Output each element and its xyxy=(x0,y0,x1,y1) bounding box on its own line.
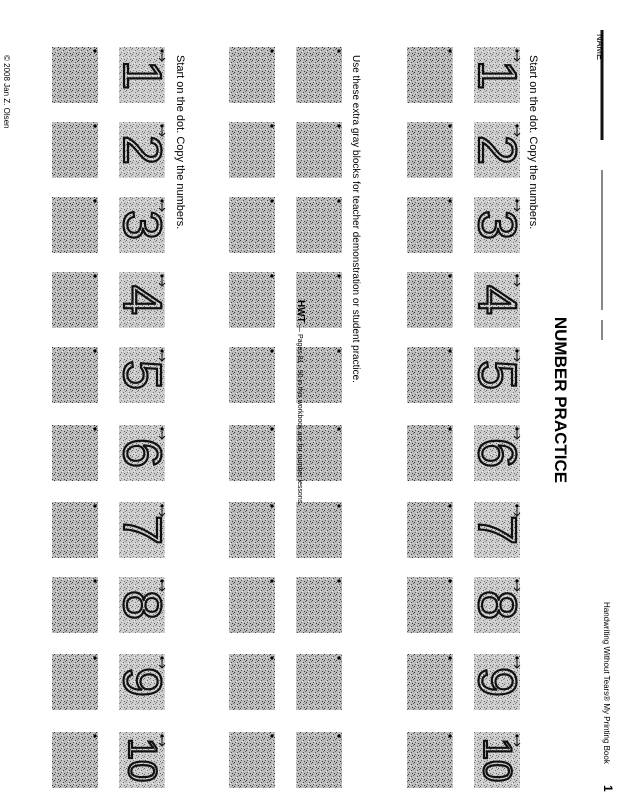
start-dot xyxy=(448,504,451,507)
practice-block[interactable] xyxy=(229,425,275,481)
start-dot xyxy=(270,349,273,352)
start-dot xyxy=(160,349,163,352)
start-dot xyxy=(515,274,518,277)
practice-block[interactable] xyxy=(52,654,98,710)
model-digit: 6 xyxy=(112,437,172,469)
start-dot xyxy=(337,199,340,202)
start-dot xyxy=(93,349,96,352)
start-dot xyxy=(337,504,340,507)
practice-block[interactable] xyxy=(52,502,98,558)
practice-block[interactable] xyxy=(52,47,98,103)
model-digit: 6 xyxy=(467,437,527,469)
start-dot xyxy=(337,349,340,352)
start-dot xyxy=(270,734,273,737)
start-dot xyxy=(93,124,96,127)
model-digit: 9 xyxy=(467,666,527,698)
practice-block[interactable] xyxy=(407,732,453,788)
start-dot xyxy=(270,274,273,277)
start-dot xyxy=(270,427,273,430)
instruction-start-copy-bottom: Start on the dot. Copy the numbers. xyxy=(174,55,186,230)
practice-block[interactable] xyxy=(296,654,342,710)
instruction-extra-blocks: Use these extra gray blocks for teacher demonstration or student practice. xyxy=(350,55,361,383)
model-digit: 3 xyxy=(467,209,527,241)
book-title: Handwriting Without Tears® My Printing Book xyxy=(602,602,611,764)
practice-block[interactable] xyxy=(229,502,275,558)
start-dot xyxy=(448,274,451,277)
model-digit: 3 xyxy=(112,209,172,241)
model-digit: 8 xyxy=(467,589,527,621)
start-dot xyxy=(160,124,163,127)
practice-block[interactable] xyxy=(229,732,275,788)
practice-block[interactable] xyxy=(229,577,275,633)
start-dot xyxy=(448,199,451,202)
start-dot xyxy=(270,504,273,507)
start-dot xyxy=(337,427,340,430)
practice-block[interactable] xyxy=(407,425,453,481)
practice-block[interactable] xyxy=(407,654,453,710)
model-digit: 7 xyxy=(112,514,172,546)
start-dot xyxy=(160,49,163,52)
practice-block[interactable] xyxy=(296,502,342,558)
practice-block[interactable] xyxy=(407,47,453,103)
practice-block[interactable] xyxy=(296,47,342,103)
start-dot xyxy=(93,579,96,582)
practice-block[interactable] xyxy=(296,577,342,633)
practice-block[interactable] xyxy=(407,502,453,558)
start-dot xyxy=(337,734,340,737)
practice-block[interactable] xyxy=(229,197,275,253)
practice-block[interactable] xyxy=(407,347,453,403)
start-dot xyxy=(160,656,163,659)
start-dot xyxy=(93,427,96,430)
start-dot xyxy=(448,656,451,659)
practice-block[interactable] xyxy=(296,732,342,788)
start-dot xyxy=(448,734,451,737)
start-dot xyxy=(337,124,340,127)
practice-block[interactable] xyxy=(296,197,342,253)
model-digit: 2 xyxy=(112,134,172,166)
practice-block[interactable] xyxy=(52,732,98,788)
practice-block[interactable] xyxy=(52,197,98,253)
start-dot xyxy=(448,427,451,430)
practice-block[interactable] xyxy=(296,122,342,178)
start-dot xyxy=(515,579,518,582)
name-label: NAME xyxy=(595,34,605,61)
start-dot xyxy=(337,49,340,52)
model-digit: 2 xyxy=(467,134,527,166)
start-dot xyxy=(160,579,163,582)
pages-note: — Pages 81 - 90 in this workbook are for number lessons. xyxy=(296,325,303,506)
start-dot xyxy=(93,274,96,277)
start-dot xyxy=(515,349,518,352)
practice-block[interactable] xyxy=(229,122,275,178)
start-dot xyxy=(515,656,518,659)
brand-logo: HWT xyxy=(295,300,306,323)
practice-block[interactable] xyxy=(229,347,275,403)
model-digit: 1 xyxy=(467,59,527,91)
practice-block[interactable] xyxy=(229,654,275,710)
start-dot xyxy=(270,656,273,659)
model-digit: 4 xyxy=(112,284,172,316)
practice-block[interactable] xyxy=(52,122,98,178)
model-digit: 7 xyxy=(467,514,527,546)
model-digit: 5 xyxy=(112,359,172,391)
start-dot xyxy=(160,504,163,507)
start-dot xyxy=(448,124,451,127)
start-dot xyxy=(515,427,518,430)
start-dot xyxy=(448,49,451,52)
practice-block[interactable] xyxy=(407,122,453,178)
model-digit: 8 xyxy=(112,589,172,621)
start-dot xyxy=(337,274,340,277)
start-dot xyxy=(515,49,518,52)
start-dot xyxy=(160,199,163,202)
instruction-start-copy-top: Start on the dot. Copy the numbers. xyxy=(527,55,539,230)
start-dot xyxy=(448,579,451,582)
start-dot xyxy=(337,579,340,582)
start-dot xyxy=(270,579,273,582)
practice-block[interactable] xyxy=(52,577,98,633)
model-digit: 10 xyxy=(475,737,519,783)
practice-block[interactable] xyxy=(407,272,453,328)
start-dot xyxy=(93,734,96,737)
start-dot xyxy=(93,504,96,507)
start-dot xyxy=(93,49,96,52)
start-dot xyxy=(160,274,163,277)
page-title: NUMBER PRACTICE xyxy=(551,316,570,484)
copyright-text: © 2008 Jan Z. Olsen xyxy=(2,55,11,129)
model-digit: 5 xyxy=(467,359,527,391)
start-dot xyxy=(270,199,273,202)
practice-block[interactable] xyxy=(229,47,275,103)
start-dot xyxy=(448,349,451,352)
practice-block[interactable] xyxy=(52,347,98,403)
start-dot xyxy=(160,427,163,430)
start-dot xyxy=(337,656,340,659)
practice-block[interactable] xyxy=(52,425,98,481)
practice-block[interactable] xyxy=(407,577,453,633)
start-dot xyxy=(270,124,273,127)
practice-block[interactable] xyxy=(229,272,275,328)
start-dot xyxy=(515,124,518,127)
model-digit: 10 xyxy=(120,737,164,783)
practice-block[interactable] xyxy=(52,272,98,328)
start-dot xyxy=(515,504,518,507)
model-digit: 4 xyxy=(467,284,527,316)
model-digit: 9 xyxy=(112,666,172,698)
page-number: 1 xyxy=(601,785,615,792)
model-digit: 1 xyxy=(112,59,172,91)
start-dot xyxy=(515,199,518,202)
start-dot xyxy=(270,49,273,52)
start-dot xyxy=(93,199,96,202)
practice-block[interactable] xyxy=(407,197,453,253)
start-dot xyxy=(93,656,96,659)
